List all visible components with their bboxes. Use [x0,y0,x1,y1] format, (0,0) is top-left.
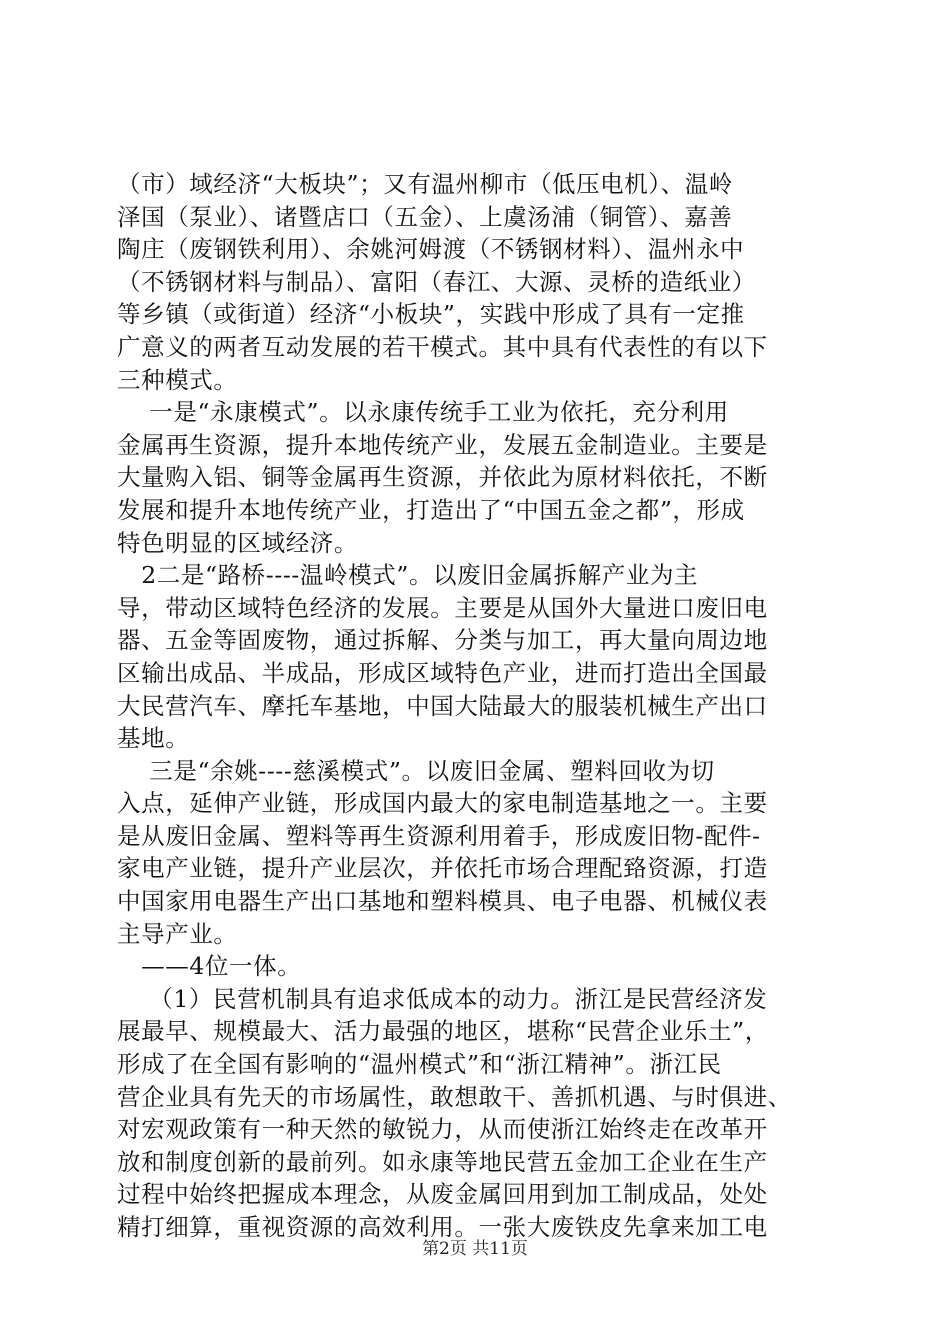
text-line: 三是“余姚----慈溪模式”。以废旧金属、塑料回收为切 [117,756,715,785]
text-line: 形成了在全国有影响的“温州模式”和“浙江精神”。浙江民 [117,1050,722,1079]
text-line: 一是“永康模式”。以永康传统手工业为依托，充分利用 [117,398,729,427]
text-line: 导，带动区域特色经济的发展。主要是从国外大量进口废旧电 [117,593,768,622]
text-line: 营企业具有先天的市场属性，敢想敢干、善抓机遇、与时俱进、 [117,1082,792,1111]
text-line: 特色明显的区域经济。 [117,528,358,557]
text-line: 器、五金等固废物，通过拆解、分类与加工，再大量向周边地 [117,626,768,655]
text-line: 基地。 [117,724,190,753]
text-line: （市）域经济“大板块”；又有温州柳市（低压电机）、温岭 [117,170,733,198]
text-line: （1）民营机制具有追求低成本的动力。浙江是民营经济发 [117,984,768,1013]
text-line: 家电产业链，提升产业层次，并依托市场合理配臵资源，打造 [117,854,768,883]
text-line: 区输出成品、半成品，形成区域特色产业，进而打造出全国最 [117,658,768,687]
text-line: 2二是“路桥----温岭模式”。以废旧金属拆解产业为主 [117,561,699,590]
text-line: 大民营汽车、摩托车基地，中国大陆最大的服装机械生产出口 [117,691,768,720]
page-number-label: 第2页 共11页 [422,1239,528,1259]
text-line: 对宏观政策有一种天然的敏锐力，从而使浙江始终走在改革开 [117,1115,768,1144]
text-line: 中国家用电器生产出口基地和塑料模具、电子电器、机械仪表 [117,887,768,916]
text-line: 泽国（泵业）、诸暨店口（五金）、上虞汤浦（铜管）、嘉善 [117,202,733,231]
text-line: 是从废旧金属、塑料等再生资源利用着手，形成废旧物-配件- [117,821,761,850]
text-line: 精打细算，重视资源的高效利用。一张大废铁皮先拿来加工电 [117,1213,768,1241]
text-line: 三种模式。 [117,365,238,394]
text-line: 展最早、规模最大、活力最强的地区，堪称“民营企业乐土”， [117,1017,769,1046]
text-line: 入点，延伸产业链，形成国内最大的家电制造基地之一。主要 [117,789,768,818]
text-line: 广意义的两者互动发展的若干模式。其中具有代表性的有以下 [117,332,768,361]
text-line: ——4位一体。 [117,952,302,981]
text-line: 陶庄（废钢铁利用）、余姚河姆渡（不锈钢材料）、温州永中 [117,235,745,264]
page-footer [0,1238,950,1260]
text-line: 金属再生资源，提升本地传统产业，发展五金制造业。主要是 [117,430,768,459]
text-line: 放和制度创新的最前列。如永康等地民营五金加工企业在生产 [117,1147,768,1176]
text-line: 发展和提升本地传统产业，打造出了“中国五金之都”，形成 [117,495,745,524]
text-line: 主导产业。 [117,919,238,948]
document-body [117,168,837,1244]
text-line: 过程中始终把握成本理念，从废金属回用到加工制成品，处处 [117,1180,768,1209]
text-line: 等乡镇（或街道）经济“小板块”，实践中形成了具有一定推 [117,300,745,329]
text-line: （不锈钢材料与制品）、富阳（春江、大源、灵桥的造纸业） [117,267,756,296]
text-line: 大量购入铝、铜等金属再生资源，并依此为原材料依托，不断 [117,463,768,492]
